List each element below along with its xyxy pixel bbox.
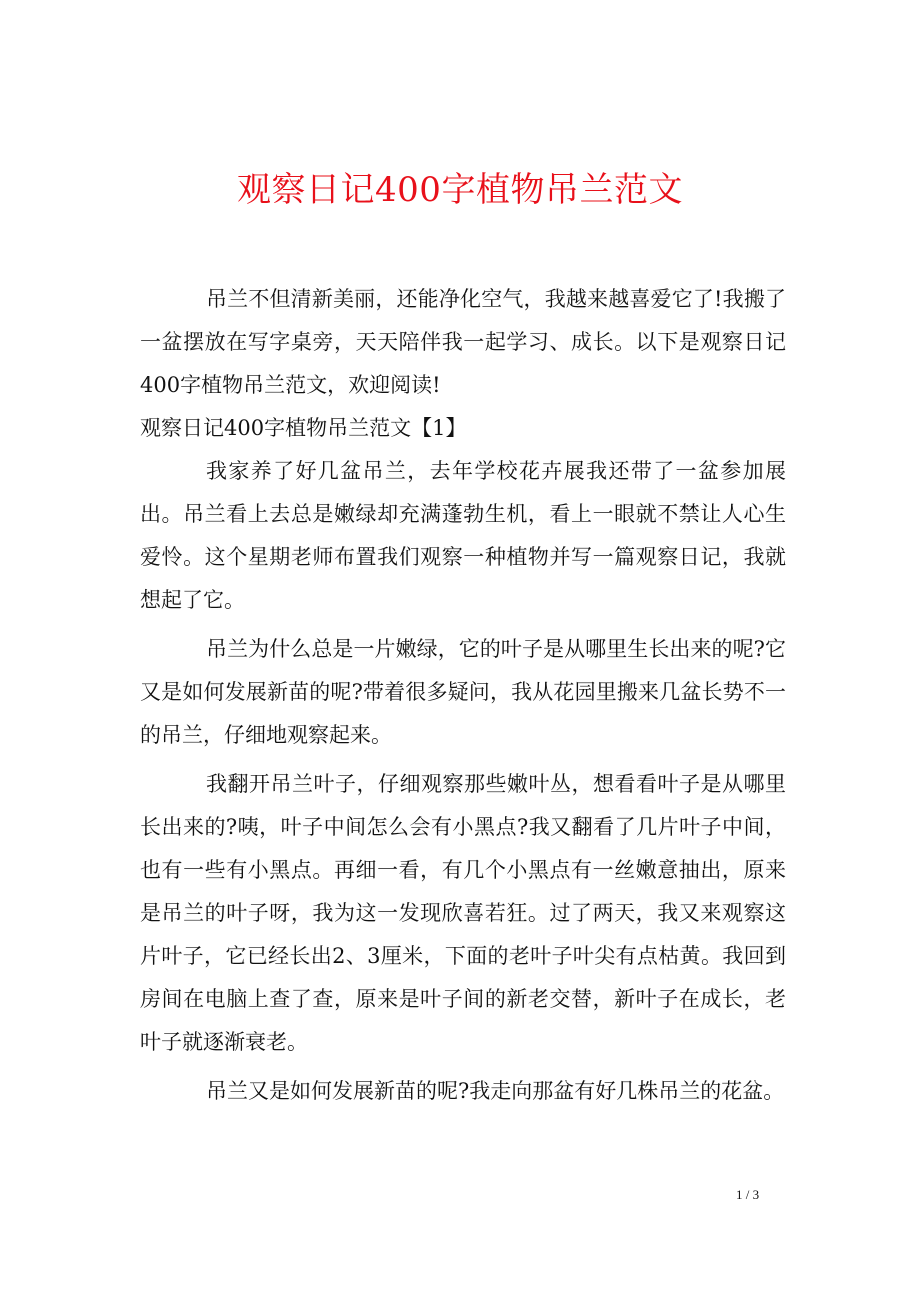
- body-paragraph-4: 吊兰又是如何发展新苗的呢?我走向那盆有好几株吊兰的花盆。: [206, 1079, 785, 1103]
- section-heading: 观察日记400字植物吊兰范文【1】: [140, 416, 467, 440]
- body-paragraph-1: 我家养了好几盆吊兰，去年学校花卉展我还带了一盆参加展出。吊兰看上去总是嫩绿却充满蓬勃生机，看上一眼就不禁让人心生爱怜。这个星期老师布置我们观察一种植物并写一篇观察日记，我就想起了它。: [140, 459, 786, 612]
- document-title: 观察日记400字植物吊兰范文: [237, 169, 683, 210]
- document-body: [140, 278, 786, 1113]
- intro-paragraph: 吊兰不但清新美丽，还能净化空气，我越来越喜爱它了!我搬了一盆摆放在写字桌旁，天天陪伴我一起学习、成长。以下是观察日记400字植物吊兰范文，欢迎阅读!: [140, 287, 786, 397]
- body-paragraph-2: 吊兰为什么总是一片嫩绿，它的叶子是从哪里生长出来的呢?它又是如何发展新苗的呢?带着很多疑问，我从花园里搬来几盆长势不一的吊兰，仔细地观察起来。: [140, 637, 786, 747]
- body-paragraph-3: 我翻开吊兰叶子，仔细观察那些嫩叶丛，想看看叶子是从哪里长出来的?咦，叶子中间怎么会有小黑点?我又翻看了几片叶子中间，也有一些有小黑点。再细一看，有几个小黑点有一丝嫩意抽出，原来是吊兰的叶子呀，我为这一发现欣喜若狂。过了两天，我又来观察这片叶子，它已经长出2、3厘米，下面的老叶子叶尖有点枯黄。我回到房间在电脑上查了查，原来是叶子间的新老交替，新叶子在成长，老叶子就逐渐衰老。: [140, 772, 786, 1054]
- page-number: 1 / 3: [736, 1187, 760, 1202]
